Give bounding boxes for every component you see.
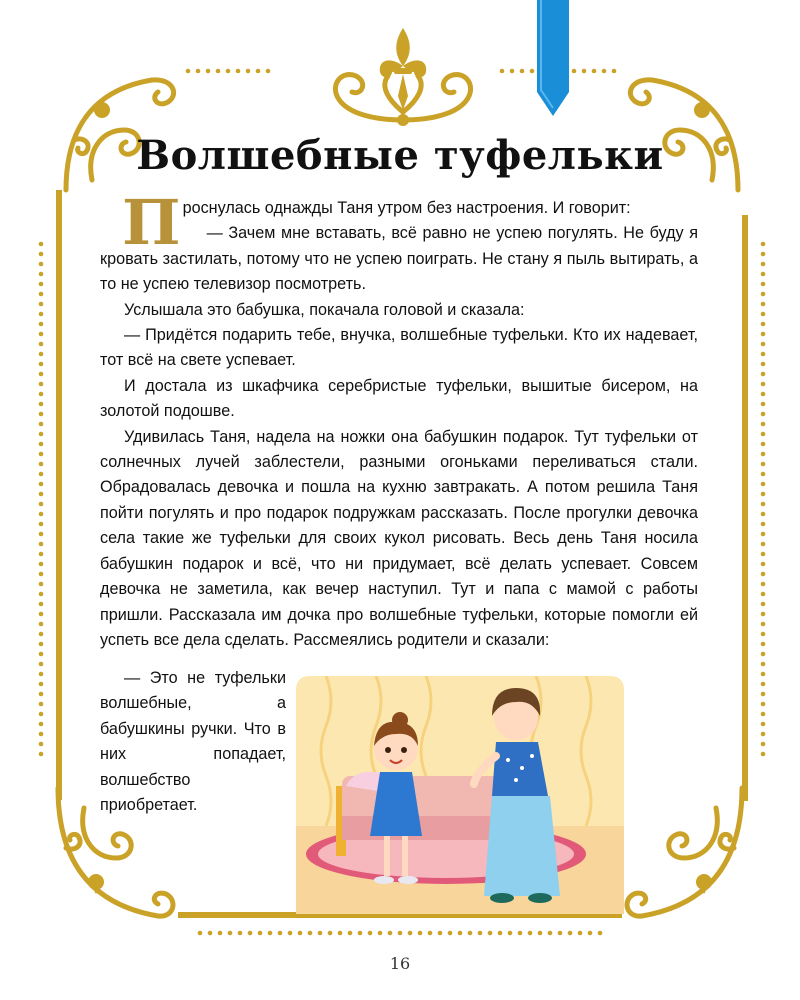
- ornament-dot: [39, 742, 44, 747]
- ornament-dot: [761, 242, 766, 247]
- ornament-dot: [39, 652, 44, 657]
- ornament-dot: [548, 931, 553, 936]
- ornament-dot: [761, 702, 766, 707]
- ornament-dot: [761, 602, 766, 607]
- ornament-dot: [761, 752, 766, 757]
- ornament-dot: [448, 931, 453, 936]
- ornament-dot: [39, 242, 44, 247]
- ornament-dot: [39, 602, 44, 607]
- ornament-dot: [761, 502, 766, 507]
- paragraph: И достала из шкафчика серебристые туфельки, вышитые бисером, на золотой подошве.: [100, 376, 698, 421]
- ornament-dot: [761, 682, 766, 687]
- ornament-dot: [761, 562, 766, 567]
- ornament-dot: [39, 622, 44, 627]
- ornament-dot: [39, 632, 44, 637]
- ornament-dot: [39, 292, 44, 297]
- ornament-dot: [761, 362, 766, 367]
- ornament-dot: [761, 292, 766, 297]
- ornament-dot: [39, 352, 44, 357]
- paragraph: — Придётся подарить тебе, внучка, волшебные туфельки. Кто их надевает, тот всё на свете успевает.: [100, 326, 698, 370]
- ornament-dot: [39, 522, 44, 527]
- ornament-dot: [761, 632, 766, 637]
- ornament-dot: [39, 302, 44, 307]
- ornament-dot: [39, 682, 44, 687]
- drop-cap: П: [122, 186, 181, 259]
- ornament-dot: [761, 462, 766, 467]
- ornament-dot: [761, 282, 766, 287]
- ornament-dot: [39, 442, 44, 447]
- ornament-dot: [39, 732, 44, 737]
- ornament-dot: [39, 322, 44, 327]
- paragraph: Услышала это бабушка, покачала головой и сказала:: [124, 300, 525, 319]
- ornament-dot: [39, 582, 44, 587]
- ornament-dot: [368, 931, 373, 936]
- ornament-dot: [761, 422, 766, 427]
- top-left-dot-line: [184, 66, 274, 76]
- ornament-dot: [761, 742, 766, 747]
- ornament-dot: [39, 572, 44, 577]
- ornament-dot: [438, 931, 443, 936]
- ornament-dot: [39, 452, 44, 457]
- ornament-dot: [761, 492, 766, 497]
- ornament-dot: [248, 931, 253, 936]
- ornament-dot: [39, 542, 44, 547]
- ornament-dot: [39, 512, 44, 517]
- ornament-dot: [761, 592, 766, 597]
- ornament-dot: [39, 702, 44, 707]
- first-paragraph-text: роснулась однажды Таня утром без настроения. И говорит:: [182, 199, 631, 217]
- ornament-dot: [761, 302, 766, 307]
- ornament-dot: [39, 362, 44, 367]
- ornament-dot: [39, 272, 44, 277]
- ornament-dot: [308, 931, 313, 936]
- ornament-dot: [761, 722, 766, 727]
- ornament-dot: [528, 931, 533, 936]
- ornament-dot: [39, 462, 44, 467]
- ornament-dot: [568, 931, 573, 936]
- ornament-dot: [39, 532, 44, 537]
- ornament-dot: [288, 931, 293, 936]
- ornament-dot: [398, 931, 403, 936]
- ornament-dot: [761, 572, 766, 577]
- ornament-dot: [598, 931, 603, 936]
- ornament-dot: [761, 332, 766, 337]
- ornament-dot: [39, 392, 44, 397]
- ornament-dot: [318, 931, 323, 936]
- ornament-dot: [39, 552, 44, 557]
- ornament-dot: [39, 332, 44, 337]
- right-dot-line: [758, 240, 768, 760]
- right-frame-line: [742, 215, 748, 801]
- ornament-dot: [428, 931, 433, 936]
- ornament-dot: [39, 262, 44, 267]
- ornament-dot: [488, 931, 493, 936]
- ornament-dot: [761, 322, 766, 327]
- ornament-dot: [39, 662, 44, 667]
- ornament-dot: [39, 492, 44, 497]
- ornament-dot: [468, 931, 473, 936]
- ornament-dot: [761, 512, 766, 517]
- ornament-dot: [761, 582, 766, 587]
- bottom-right-corner-ornament-icon: [622, 778, 752, 928]
- ornament-dot: [338, 931, 343, 936]
- left-dot-line: [36, 240, 46, 760]
- ornament-dot: [39, 472, 44, 477]
- ornament-dot: [39, 592, 44, 597]
- ornament-dot: [208, 931, 213, 936]
- ornament-dot: [228, 931, 233, 936]
- ornament-dot: [39, 692, 44, 697]
- ornament-dot: [538, 931, 543, 936]
- ornament-dot: [558, 931, 563, 936]
- ornament-dot: [761, 712, 766, 717]
- ornament-dot: [39, 482, 44, 487]
- ornament-dot: [761, 622, 766, 627]
- ornament-dot: [761, 432, 766, 437]
- fleur-de-lis-crest-icon: [318, 20, 488, 130]
- ornament-dot: [761, 692, 766, 697]
- ornament-dot: [418, 931, 423, 936]
- ornament-dot: [498, 931, 503, 936]
- top-right-dot-line: [498, 66, 538, 76]
- ornament-dot: [39, 402, 44, 407]
- ornament-dot: [761, 392, 766, 397]
- ornament-dot: [761, 642, 766, 647]
- ornament-dot: [761, 672, 766, 677]
- ending-text: [100, 666, 286, 818]
- ornament-dot: [761, 352, 766, 357]
- page-number: 16: [389, 954, 411, 973]
- ornament-dot: [578, 931, 583, 936]
- ornament-dot: [761, 482, 766, 487]
- ornament-dot: [358, 931, 363, 936]
- ornament-dot: [761, 372, 766, 377]
- ornament-dot: [39, 672, 44, 677]
- ornament-dot: [458, 931, 463, 936]
- bottom-dot-line: [196, 928, 608, 938]
- ornament-dot: [388, 931, 393, 936]
- ornament-dot: [761, 342, 766, 347]
- ornament-dot: [408, 931, 413, 936]
- ornament-dot: [761, 442, 766, 447]
- ornament-dot: [39, 342, 44, 347]
- ornament-dot: [39, 412, 44, 417]
- ornament-dot: [39, 422, 44, 427]
- ornament-dot: [39, 312, 44, 317]
- ornament-dot: [761, 412, 766, 417]
- left-frame-line: [56, 190, 62, 800]
- ornament-dot: [39, 502, 44, 507]
- ornament-dot: [328, 931, 333, 936]
- ornament-dot: [39, 432, 44, 437]
- ornament-dot: [218, 931, 223, 936]
- ornament-dot: [761, 732, 766, 737]
- ornament-dot: [761, 662, 766, 667]
- ornament-dot: [39, 372, 44, 377]
- ending-paragraph: — Это не туфельки волшебные, а бабушкины ручки. Что в них попадает, волшебство приобретает.: [100, 669, 286, 815]
- ornament-dot: [761, 382, 766, 387]
- ornament-dot: [258, 931, 263, 936]
- ornament-dot: [518, 931, 523, 936]
- ornament-dot: [761, 262, 766, 267]
- ornament-dot: [761, 612, 766, 617]
- ornament-dot: [39, 382, 44, 387]
- ornament-dot: [298, 931, 303, 936]
- ornament-dot: [238, 931, 243, 936]
- ornament-dot: [588, 931, 593, 936]
- ornament-dot: [378, 931, 383, 936]
- ribbon-bookmark-icon[interactable]: [537, 0, 569, 116]
- paragraph: Удивилась Таня, надела на ножки она бабушкин подарок. Тут туфельки от солнечных лучей заблестели, разными огоньками переливаться стали. Обрадовалась девочка и пошла на кухню завтракать. А потом решила Таня пойти погулять и про подарок подружкам рассказать. После прогулки девочка села такие же туфельки для своих кукол рисовать. Весь день Таня носила бабушкин подарок и всё, что ни придумает, всё делать успевает. Совсем девочка не заметила, как вечер наступил. Тут и папа с мамой с работы пришли. Рассказала им дочка про волшебные туфельки, которые помогли ей успеть все дела сделать. Рассмеялись родители и сказали:: [100, 427, 698, 649]
- paragraph: — Зачем мне вставать, всё равно не успею погулять. Не буду я кровать застилать, потому что не успею поиграть. Не стану я пыль вытирать, а то не успею телевизор посмотреть.: [100, 224, 698, 294]
- ornament-dot: [278, 931, 283, 936]
- ornament-dot: [761, 402, 766, 407]
- ornament-dot: [761, 652, 766, 657]
- ornament-dot: [39, 752, 44, 757]
- ornament-dot: [761, 522, 766, 527]
- ornament-dot: [761, 252, 766, 257]
- ornament-dot: [348, 931, 353, 936]
- ornament-dot: [761, 472, 766, 477]
- ornament-dot: [39, 712, 44, 717]
- story-illustration: [296, 676, 624, 914]
- ornament-dot: [761, 532, 766, 537]
- ornament-dot: [508, 931, 513, 936]
- ornament-dot: [761, 312, 766, 317]
- ornament-dot: [268, 931, 273, 936]
- ornament-dot: [478, 931, 483, 936]
- ornament-dot: [761, 452, 766, 457]
- ornament-dot: [39, 642, 44, 647]
- story-text: [100, 186, 698, 653]
- ornament-dot: [39, 722, 44, 727]
- ornament-dot: [198, 931, 203, 936]
- page-title: Волшебные туфельки: [136, 132, 664, 179]
- ornament-dot: [39, 282, 44, 287]
- ornament-dot: [39, 562, 44, 567]
- ornament-dot: [39, 252, 44, 257]
- ornament-dot: [761, 552, 766, 557]
- ornament-dot: [761, 542, 766, 547]
- ornament-dot: [761, 272, 766, 277]
- ornament-dot: [39, 612, 44, 617]
